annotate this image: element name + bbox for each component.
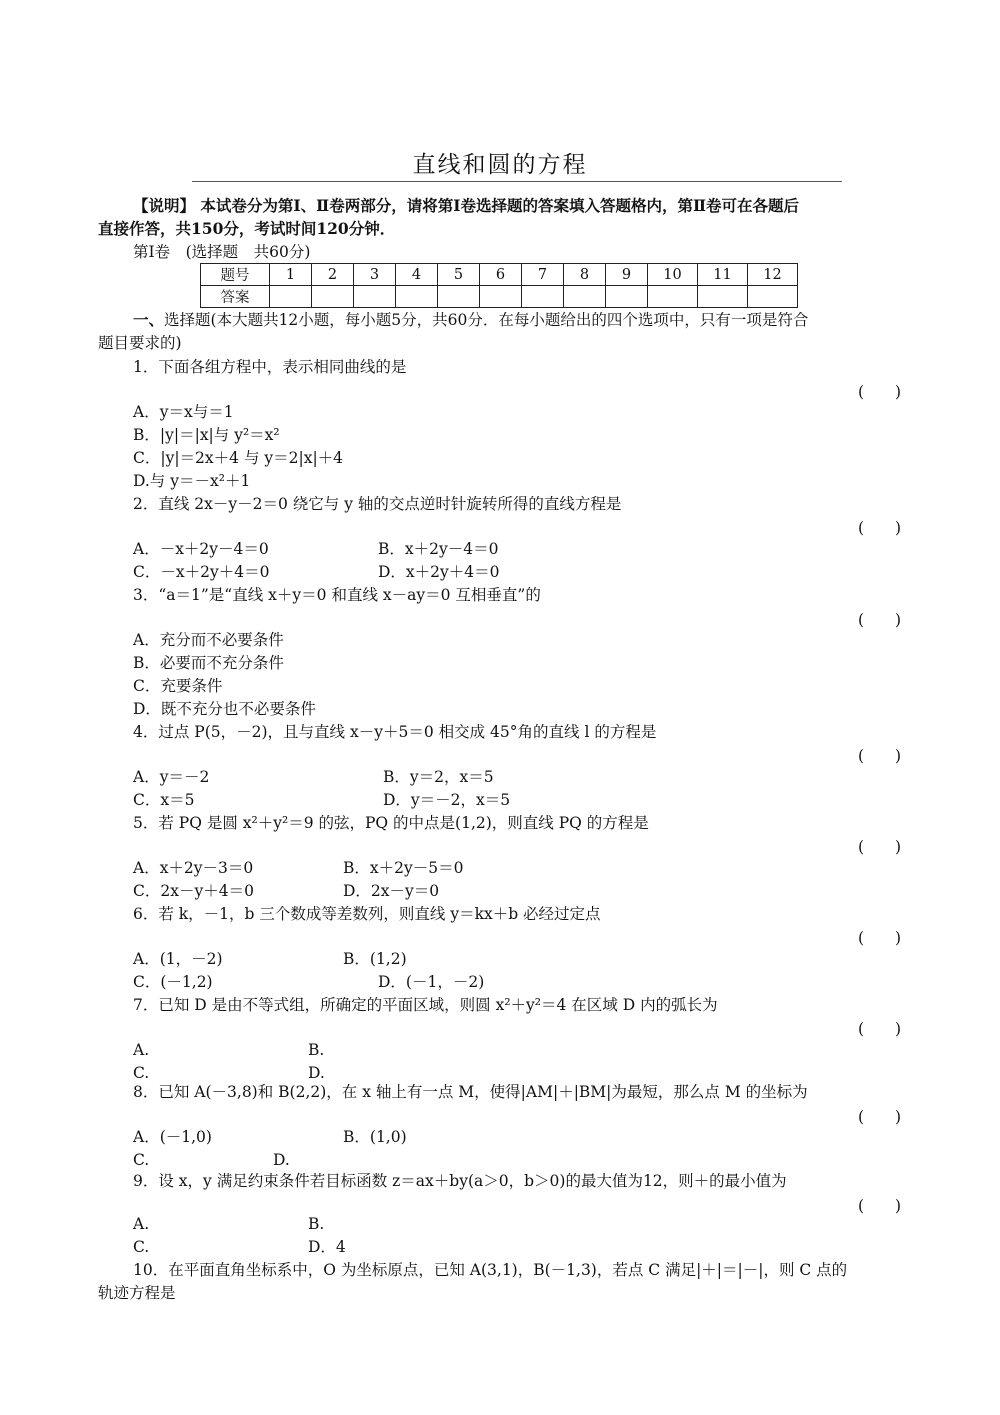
question-3-option-a: A．充分而不必要条件 <box>133 631 284 649</box>
page-title: 直线和圆的方程 <box>412 152 588 178</box>
question-8-option-a: A．(－1,0) <box>133 1128 212 1146</box>
question-7-option-d: D. <box>308 1064 325 1082</box>
question-7-option-a: A. <box>133 1041 150 1059</box>
grid-label-number: 题号 <box>201 264 270 286</box>
answer-grid <box>200 263 798 308</box>
question-6-option-a: A．(1，－2) <box>133 950 223 968</box>
question-3-answer-blank: ( ) <box>858 611 902 629</box>
question-1-option-c: C．|y|＝2x＋4 与 y＝2|x|＋4 <box>133 449 344 467</box>
grid-answer-cell[interactable] <box>438 286 480 308</box>
grid-answer-cell[interactable] <box>698 286 748 308</box>
section-header: 第Ⅰ卷 (选择题 共60分) <box>133 243 311 261</box>
intro-line-1: 【说明】 本试卷分为第Ⅰ、Ⅱ卷两部分，请将第Ⅰ卷选择题的答案填入答题格内，第Ⅱ卷可在各题后 <box>133 196 800 215</box>
title-divider <box>192 181 842 182</box>
question-9-option-d: D．4 <box>308 1238 346 1256</box>
grid-number: 8 <box>564 264 606 286</box>
question-2-option-a: A．－x＋2y－4＝0 <box>133 540 269 558</box>
question-5-option-a: A．x＋2y－3＝0 <box>133 859 254 877</box>
grid-answer-cell[interactable] <box>564 286 606 308</box>
question-7-option-b: B. <box>308 1041 325 1059</box>
question-2-stem: 2．直线 2x－y－2＝0 绕它与 y 轴的交点逆时针旋转所得的直线方程是 <box>133 495 622 513</box>
grid-answer-cell[interactable] <box>480 286 522 308</box>
question-1-stem: 1．下面各组方程中，表示相同曲线的是 <box>133 358 407 376</box>
question-8-answer-blank: ( ) <box>858 1108 902 1126</box>
question-10-stem-line-2: 轨迹方程是 <box>98 1284 176 1302</box>
question-7-stem: 7．已知 D 是由不等式组，所确定的平面区域，则圆 x²＋y²＝4 在区域 D 内的弧长为 <box>133 996 718 1014</box>
question-6-stem: 6．若 k，－1，b 三个数成等差数列，则直线 y＝kx＋b 必经过定点 <box>133 905 601 923</box>
question-5-option-d: D．2x－y＝0 <box>343 882 440 900</box>
question-6-answer-blank: ( ) <box>858 929 902 947</box>
grid-answer-cell[interactable] <box>312 286 354 308</box>
grid-number: 3 <box>354 264 396 286</box>
grid-number: 5 <box>438 264 480 286</box>
question-4-option-a: A．y＝－2 <box>133 768 210 786</box>
part1-instruction-line-1: 一、选择题(本大题共12小题，每小题5分，共60分．在每小题给出的四个选项中，只有一项是符合 <box>133 310 809 329</box>
grid-number: 1 <box>270 264 312 286</box>
question-4-stem: 4．过点 P(5，－2)，且与直线 x－y＋5＝0 相交成 45°角的直线 l 的方程是 <box>133 723 657 741</box>
question-1-answer-blank: ( ) <box>858 383 902 401</box>
question-2-option-d: D．x＋2y＋4＝0 <box>378 563 500 581</box>
intro-line-2: 直接作答，共150分，考试时间120分钟． <box>98 219 396 238</box>
question-7-answer-blank: ( ) <box>858 1020 902 1038</box>
question-7-option-c: C. <box>133 1064 150 1082</box>
question-8-option-b: B．(1,0) <box>343 1128 407 1146</box>
question-8-option-c: C. <box>133 1151 150 1169</box>
grid-answer-cell[interactable] <box>648 286 698 308</box>
question-6-option-c: C．(－1,2) <box>133 973 213 991</box>
question-4-option-d: D．y＝－2，x＝5 <box>383 791 511 809</box>
question-6-option-d: D．(－1，－2) <box>378 973 485 991</box>
grid-number: 4 <box>396 264 438 286</box>
question-3-stem: 3．“a＝1”是“直线 x＋y＝0 和直线 x－ay＝0 互相垂直”的 <box>133 586 541 604</box>
question-9-option-a: A. <box>133 1215 150 1233</box>
grid-answer-cell[interactable] <box>270 286 312 308</box>
grid-number: 9 <box>606 264 648 286</box>
grid-answer-cell[interactable] <box>522 286 564 308</box>
grid-answer-cell[interactable] <box>354 286 396 308</box>
question-5-answer-blank: ( ) <box>858 838 902 856</box>
question-2-option-c: C．－x＋2y＋4＝0 <box>133 563 270 581</box>
question-6-option-b: B．(1,2) <box>343 950 407 968</box>
grid-answer-cell[interactable] <box>748 286 798 308</box>
question-9-stem: 9．设 x，y 满足约束条件若目标函数 z＝ax＋by(a＞0，b＞0)的最大值为12，则＋的最小值为 <box>133 1172 787 1190</box>
answer-grid-answer-row <box>201 286 798 308</box>
question-9-option-b: B. <box>308 1215 325 1233</box>
grid-number: 2 <box>312 264 354 286</box>
answer-grid-number-row <box>201 264 798 286</box>
question-4-option-b: B．y＝2，x＝5 <box>383 768 494 786</box>
question-8-option-d: D. <box>273 1151 290 1169</box>
question-10-stem-line-1: 10．在平面直角坐标系中，O 为坐标原点，已知 A(3,1)，B(－1,3)，若点 C 满足|＋|＝|－|，则 C 点的 <box>133 1261 848 1279</box>
grid-label-answer: 答案 <box>201 286 270 308</box>
question-2-option-b: B．x＋2y－4＝0 <box>378 540 499 558</box>
grid-answer-cell[interactable] <box>396 286 438 308</box>
question-8-stem: 8．已知 A(－3,8)和 B(2,2)，在 x 轴上有一点 M，使得|AM|＋|BM|为最短，那么点 M 的坐标为 <box>133 1083 808 1101</box>
question-2-answer-blank: ( ) <box>858 519 902 537</box>
grid-number: 7 <box>522 264 564 286</box>
question-4-option-c: C．x＝5 <box>133 791 195 809</box>
question-9-option-c: C. <box>133 1238 150 1256</box>
grid-number: 12 <box>748 264 798 286</box>
grid-number: 11 <box>698 264 748 286</box>
question-3-option-c: C．充要条件 <box>133 677 223 695</box>
question-5-stem: 5．若 PQ 是圆 x²＋y²＝9 的弦，PQ 的中点是(1,2)，则直线 PQ 的方程是 <box>133 814 649 832</box>
grid-number: 6 <box>480 264 522 286</box>
question-5-option-b: B．x＋2y－5＝0 <box>343 859 464 877</box>
grid-answer-cell[interactable] <box>606 286 648 308</box>
question-1-option-b: B．|y|＝|x|与 y²＝x² <box>133 426 280 444</box>
question-9-answer-blank: ( ) <box>858 1197 902 1215</box>
question-1-option-d: D.与 y＝－x²＋1 <box>133 472 251 490</box>
question-4-answer-blank: ( ) <box>858 747 902 765</box>
grid-number: 10 <box>648 264 698 286</box>
question-3-option-b: B．必要而不充分条件 <box>133 654 284 672</box>
part1-instruction-line-2: 题目要求的) <box>98 334 182 352</box>
question-3-option-d: D．既不充分也不必要条件 <box>133 700 316 718</box>
question-5-option-c: C．2x－y＋4＝0 <box>133 882 254 900</box>
question-1-option-a: A．y＝x与＝1 <box>133 403 234 421</box>
